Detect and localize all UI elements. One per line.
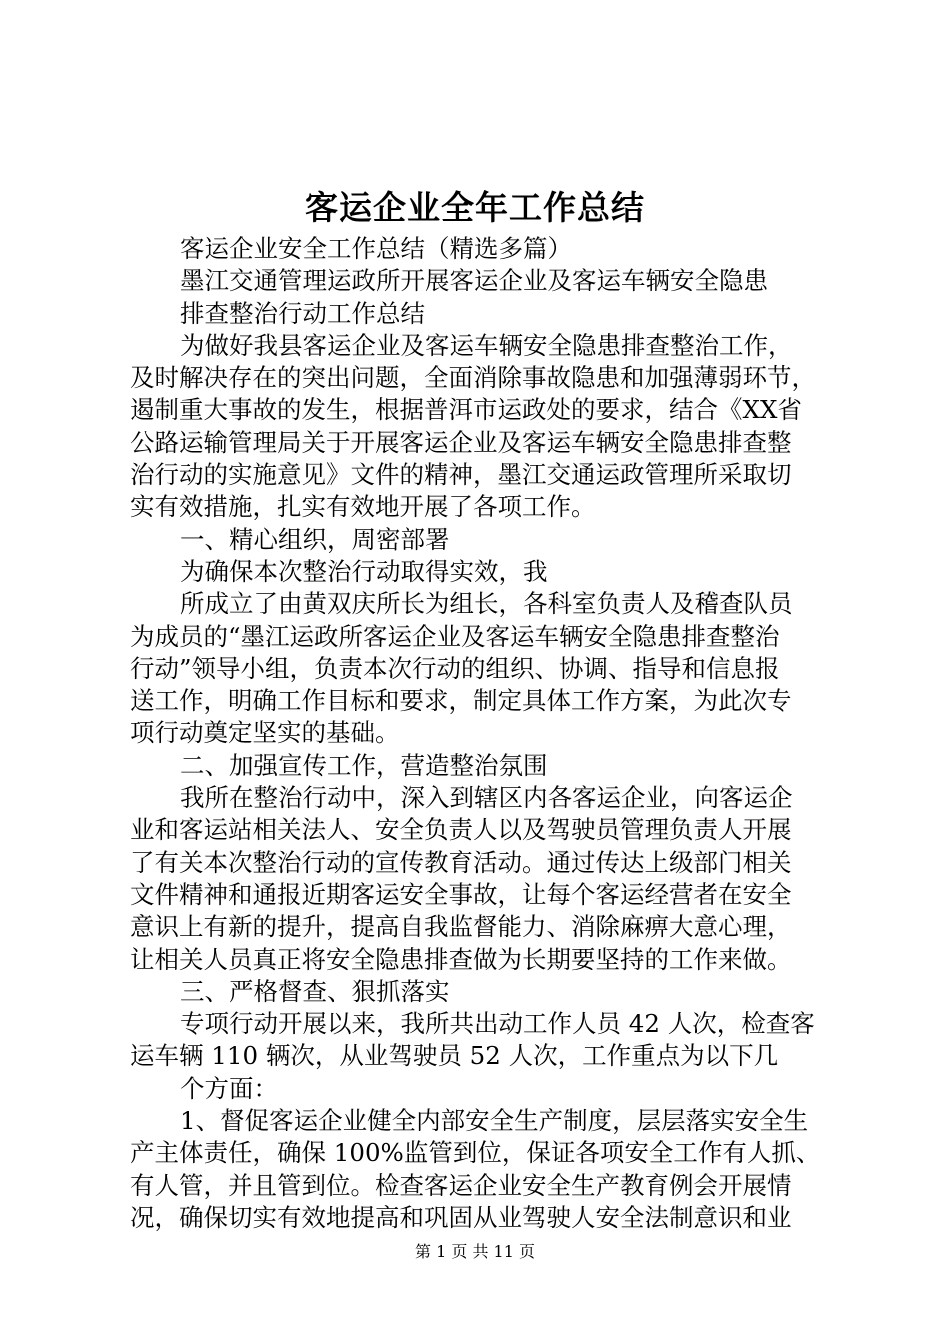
text-line: 业和客运站相关法人、安全负责人以及驾驶员管理负责人开展 — [130, 815, 792, 845]
text-line: 文件精神和通报近期客运安全事故，让每个客运经营者在安全 — [130, 879, 792, 909]
text-line: 遏制重大事故的发生，根据普洱市运政处的要求，结合《XX省 — [130, 395, 802, 425]
text-line: 客运企业安全工作总结（精选多篇） — [180, 234, 572, 263]
text-line: 排查整治行动工作总结 — [180, 298, 425, 328]
text-line: 为做好我县客运企业及客运车辆安全隐患排查整治工作， — [180, 330, 793, 360]
text-line: 送工作，明确工作目标和要求，制定具体工作方案，为此次专 — [130, 686, 792, 716]
text-line: 及时解决存在的突出问题，全面消除事故隐患和加强薄弱环节， — [130, 363, 816, 393]
text-line: 专项行动开展以来，我所共出动工作人员 42 人次，检查客 — [180, 1009, 815, 1039]
text-line: 意识上有新的提升，提高自我监督能力、消除麻痹大意心理， — [130, 912, 792, 942]
text-line: 墨江交通管理运政所开展客运企业及客运车辆安全隐患 — [180, 266, 768, 296]
text-line: 三、严格督查、狠抓落实 — [180, 976, 450, 1006]
text-line: 治行动的实施意见》文件的精神，墨江交通运政管理所采取切 — [130, 460, 792, 490]
text-line: 了有关本次整治行动的宣传教育活动。通过传达上级部门相关 — [130, 847, 792, 877]
text-line: 况，确保切实有效地提高和巩固从业驾驶人安全法制意识和业 — [130, 1202, 792, 1232]
document-body — [130, 233, 830, 1234]
text-line: 实有效措施，扎实有效地开展了各项工作。 — [130, 492, 596, 522]
text-line: 为成员的“墨江运政所客运企业及客运车辆安全隐患排查整治 — [130, 621, 780, 651]
text-line: 让相关人员真正将安全隐患排查做为长期要坚持的工作来做。 — [130, 944, 792, 974]
text-line: 产主体责任，确保 100%监管到位，保证各项安全工作有人抓、 — [130, 1138, 821, 1168]
text-line: 项行动奠定坚实的基础。 — [130, 718, 400, 748]
text-line: 二、加强宣传工作，营造整治氛围 — [180, 750, 548, 780]
text-line: 我所在整治行动中，深入到辖区内各客运企业，向客运企 — [180, 783, 793, 813]
text-line: 有人管，并且管到位。检查客运企业安全生产教育例会开展情 — [130, 1170, 792, 1200]
text-line: 公路运输管理局关于开展客运企业及客运车辆安全隐患排查整 — [130, 427, 792, 457]
text-line: 为确保本次整治行动取得实效，我 — [180, 556, 548, 586]
document-title: 客运企业全年工作总结 — [305, 188, 645, 227]
text-line: 一、精心组织，周密部署 — [180, 524, 450, 554]
page-footer: 第 1 页 共 11 页 — [415, 1242, 535, 1261]
text-line: 所成立了由黄双庆所长为组长，各科室负责人及稽查队员 — [180, 589, 793, 619]
text-line: 个方面： — [180, 1073, 278, 1103]
text-line: 1、督促客运企业健全内部安全生产制度，层层落实安全生 — [180, 1106, 809, 1136]
text-line: 行动”领导小组，负责本次行动的组织、协调、指导和信息报 — [130, 653, 780, 683]
text-line: 运车辆 110 辆次，从业驾驶员 52 人次，工作重点为以下几 — [130, 1041, 779, 1071]
